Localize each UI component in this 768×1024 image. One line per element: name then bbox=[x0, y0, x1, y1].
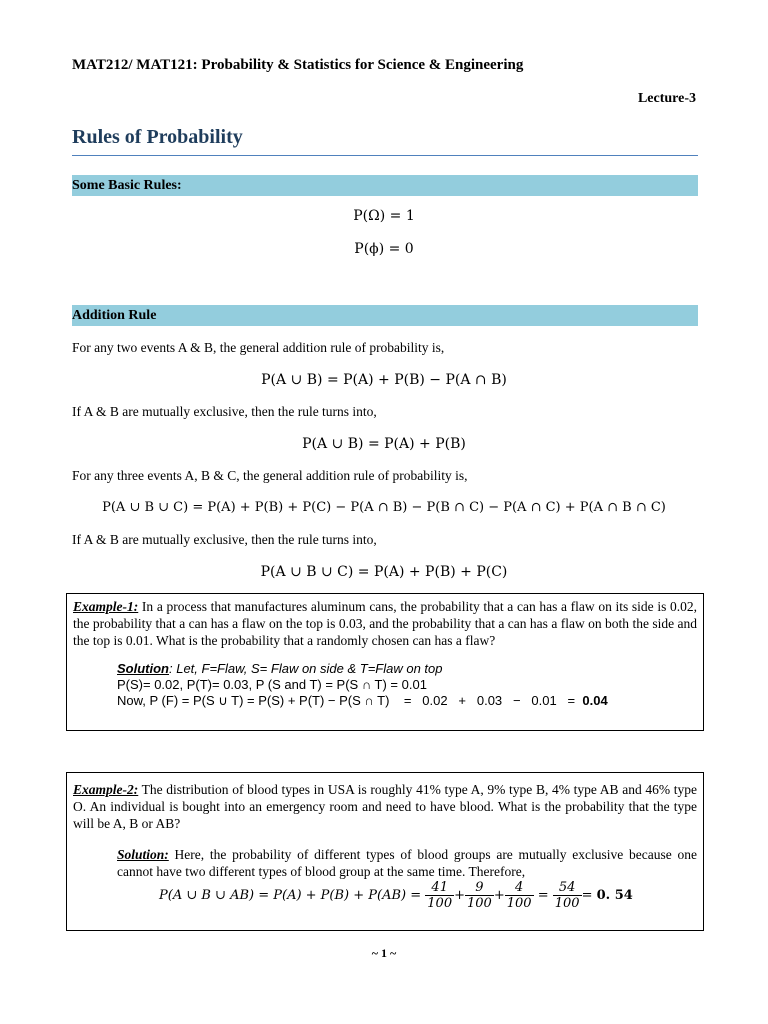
addition-rule-heading: Addition Rule bbox=[72, 305, 698, 326]
mutual-three-text: If A & B are mutually exclusive, then the rule turns into, bbox=[72, 532, 377, 547]
solution-1-line-1: Solution: Let, F=Flaw, S= Flaw on side & T=Flaw on top bbox=[117, 661, 443, 676]
example-1-label: Example-1: bbox=[73, 599, 139, 614]
page-number: ~ 1 ~ bbox=[371, 946, 397, 960]
example-2-question: Example-2: The distribution of blood types in USA is roughly 41% type A, 9% type B, 4% type AB and 46% type O. An individual is bought into an emergency room and need to have blood. What is the probability that the type will be A, B or AB? bbox=[73, 782, 697, 831]
fraction-b: $\frac{9}{100}$ bbox=[467, 880, 492, 911]
addition-three-me-equation: P(A ∪ B ∪ C) = P(A) + P(B) + P(C) bbox=[260, 564, 508, 580]
example-2-label: Example-2: bbox=[73, 782, 139, 797]
lecture-number: Lecture-3 bbox=[637, 91, 696, 106]
example-2-solution-label: Solution: bbox=[117, 847, 169, 862]
fraction-sum: $\frac{54}{100}$ bbox=[554, 880, 580, 911]
title-divider bbox=[72, 155, 698, 156]
example-1-solution bbox=[67, 649, 703, 709]
example-1-box bbox=[66, 593, 704, 731]
omega-equation: P(Ω) = 1 bbox=[353, 208, 415, 224]
addition-two-equation: P(A ∪ B) = P(A) + P(B) − P(A ∩ B) bbox=[261, 372, 507, 388]
example-2-answer: 0. 54 bbox=[596, 888, 633, 903]
fraction-a: $\frac{41}{100}$ bbox=[427, 880, 453, 911]
basic-rules-heading: Some Basic Rules: bbox=[72, 175, 698, 196]
solution-1-line-3: Now, P (F) = P(S ∪ T) = P(S) + P(T) − P(S ∩ T) = 0.02 + 0.03 − 0.01 = 0.04 bbox=[117, 693, 608, 708]
example-2-box bbox=[66, 772, 704, 931]
intro-two-events: For any two events A & B, the general addition rule of probability is, bbox=[72, 340, 445, 355]
fraction-ab: $\frac{4}{100}$ bbox=[506, 880, 532, 911]
empty-set-equation: P(ϕ) = 0 bbox=[354, 241, 414, 257]
solution-1-answer: 0.04 bbox=[582, 693, 608, 708]
example-2-equation: P(A ∪ B ∪ AB) = P(A) + P(B) + P(AB) = $\frac{41}{100}$ + $\frac{9}{100}$ + $\frac{4}{100}$ = $\frac{54}{100}$ = 0. 54 bbox=[159, 880, 633, 911]
addition-three-equation: P(A ∪ B ∪ C) = P(A) + P(B) + P(C) − P(A ∩ B) − P(B ∩ C) − P(A ∩ C) + P(A ∩ B ∩ C) bbox=[102, 500, 666, 515]
intro-three-events: For any three events A, B & C, the general addition rule of probability is, bbox=[72, 468, 468, 483]
example-1-question: Example-1: In a process that manufactures aluminum cans, the probability that a can has a flaw on its side is 0.02, the probability that a can has a flaw on the top is 0.03, and the probability that a can has a flaw on both the side and the top is 0.01. What is the probability that a randomly chosen can has a flaw? bbox=[73, 599, 697, 648]
course-header: MAT212/ MAT121: Probability & Statistics for Science & Engineering bbox=[72, 57, 524, 73]
page-title: Rules of Probability bbox=[72, 126, 243, 148]
example-2-solution-text: Solution: Here, the probability of different types of blood groups are mutually exclusive because one cannot have two different types of blood group at the same time. Therefore, bbox=[117, 847, 697, 879]
solution-1-line-2: P(S)= 0.02, P(T)= 0.03, P (S and T) = P(S ∩ T) = 0.01 bbox=[117, 677, 427, 692]
addition-two-me-equation: P(A ∪ B) = P(A) + P(B) bbox=[302, 436, 466, 452]
mutual-two-text: If A & B are mutually exclusive, then the rule turns into, bbox=[72, 404, 377, 419]
